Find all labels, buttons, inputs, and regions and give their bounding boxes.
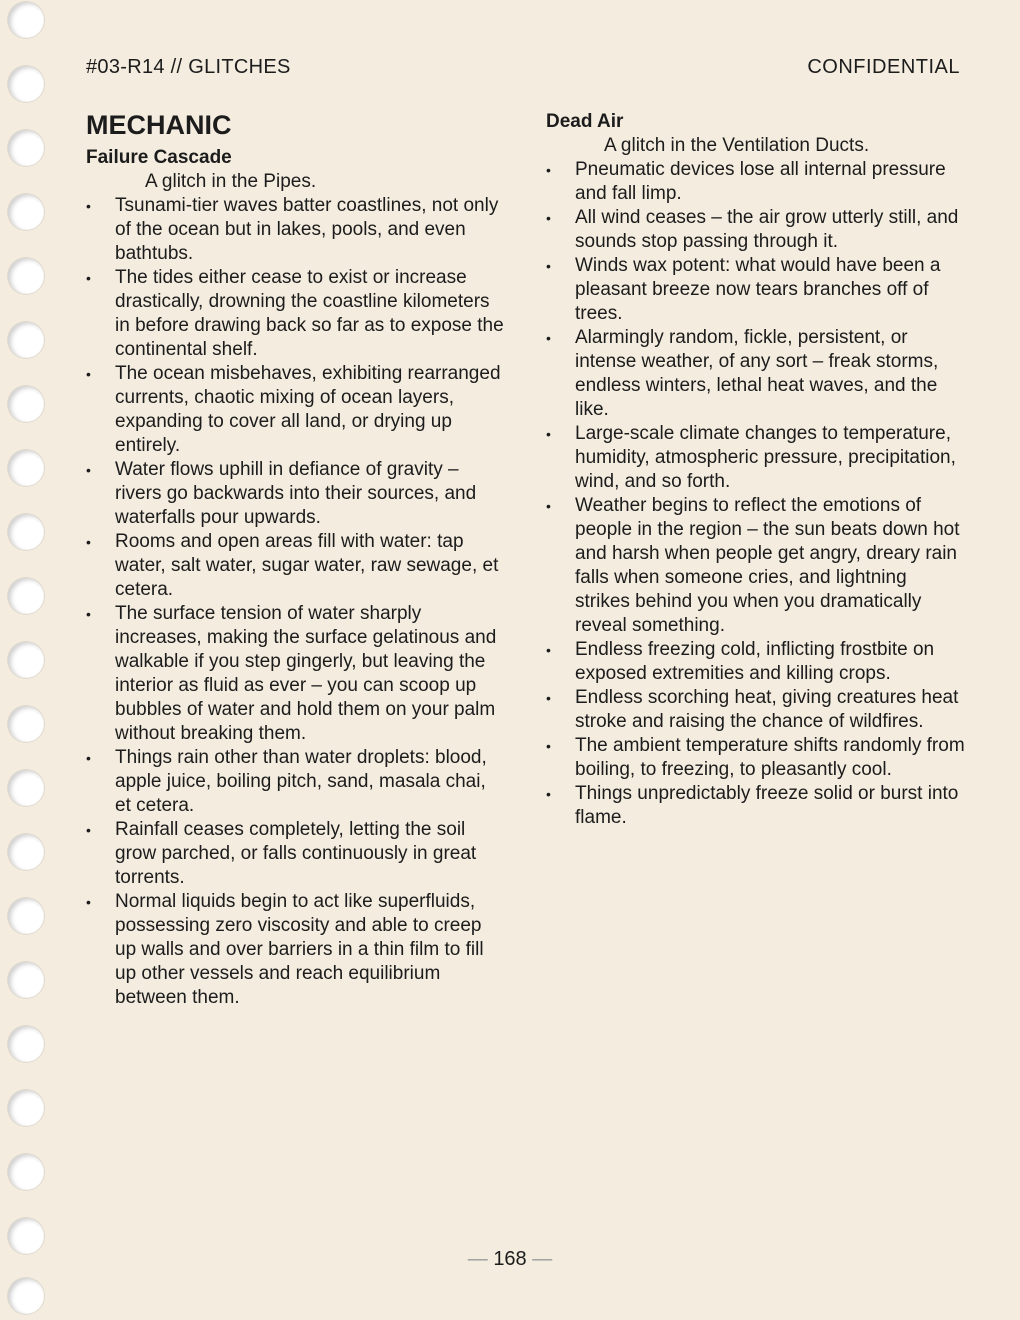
list-item: • Endless scorching heat, giving creatures heat stroke and raising the chance of wildfires. [546, 686, 966, 734]
binder-hole [8, 194, 44, 230]
binder-hole [8, 834, 44, 870]
folio-dash-right: — [532, 1248, 553, 1270]
binder-hole [8, 1278, 44, 1314]
list-item: • Things rain other than water droplets: blood, apple juice, boiling pitch, sand, masala chai, et cetera. [86, 746, 506, 818]
list-item: • Tsunami-tier waves batter coastlines, not only of the ocean but in lakes, pools, and even bathtubs. [86, 194, 506, 266]
list-item: • The ambient temperature shifts randomly from boiling, to freezing, to pleasantly cool. [546, 734, 966, 782]
list-item: • Winds wax potent: what would have been a pleasant breeze now tears branches off of trees. [546, 254, 966, 326]
binder-hole [8, 770, 44, 806]
intro-text: A glitch in the Ventilation Ducts. [604, 135, 870, 156]
bullet-list [86, 194, 506, 1010]
list-item: • Things unpredictably freeze solid or burst into flame. [546, 782, 966, 830]
intro-text: A glitch in the Pipes. [145, 171, 317, 192]
list-item: • Alarmingly random, fickle, persistent, or intense weather, of any sort – freak storms, endless winters, lethal heat waves, and the like. [546, 326, 966, 422]
binder-hole [8, 258, 44, 294]
page-folio [0, 1248, 1020, 1271]
binder-hole [8, 898, 44, 934]
binder-holes [0, 0, 60, 1320]
confidential-label: CONFIDENTIAL [807, 56, 960, 78]
list-item: • Normal liquids begin to act like superfluids, possessing zero viscosity and able to creep up walls and over barriers in a thin film to fill up other vessels and reach equilibrium between them. [86, 890, 506, 1010]
list-item: • Large-scale climate changes to temperature, humidity, atmospheric pressure, precipitation, wind, and so forth. [546, 422, 966, 494]
list-item: • Water flows uphill in defiance of gravity – rivers go backwards into their sources, and waterfalls pour upwards. [86, 458, 506, 530]
binder-hole [8, 2, 44, 38]
binder-hole [8, 386, 44, 422]
list-item: • Pneumatic devices lose all internal pressure and fall limp. [546, 158, 966, 206]
list-item: • The ocean misbehaves, exhibiting rearranged currents, chaotic mixing of ocean layers, expanding to cover all land, or drying up entirely. [86, 362, 506, 458]
binder-hole [8, 450, 44, 486]
section-title: MECHANIC [86, 110, 232, 140]
binder-hole [8, 642, 44, 678]
list-item: • Rainfall ceases completely, letting the soil grow parched, or falls continuously in great torrents. [86, 818, 506, 890]
binder-hole [8, 962, 44, 998]
list-item: • Rooms and open areas fill with water: tap water, salt water, sugar water, raw sewage, et cetera. [86, 530, 506, 602]
binder-hole [8, 514, 44, 550]
list-item: • Weather begins to reflect the emotions of people in the region – the sun beats down hot and harsh when people get angry, dreary rain falls when someone cries, and lightning strikes behind you when you dramatically reveal something. [546, 494, 966, 638]
bullet-list [546, 158, 966, 830]
list-item: • The tides either cease to exist or increase drastically, drowning the coastline kilometers in before drawing back so far as to expose the continental shelf. [86, 266, 506, 362]
running-header-title: #03-R14 // GLITCHES [86, 56, 291, 78]
binder-hole [8, 1026, 44, 1062]
binder-hole [8, 66, 44, 102]
list-item: • Endless freezing cold, inflicting frostbite on exposed extremities and killing crops. [546, 638, 966, 686]
folio-dash-left: — [467, 1248, 488, 1270]
page-number: 168 [493, 1248, 527, 1270]
binder-hole [8, 322, 44, 358]
binder-hole [8, 1090, 44, 1126]
right-column [546, 110, 966, 830]
binder-hole [8, 130, 44, 166]
subhead-failure-cascade: Failure Cascade [86, 147, 232, 168]
binder-hole [8, 1154, 44, 1190]
left-column [86, 110, 506, 1010]
list-item: • All wind ceases – the air grow utterly still, and sounds stop passing through it. [546, 206, 966, 254]
list-item: • The surface tension of water sharply increases, making the surface gelatinous and walkable if you step gingerly, but leaving the interior as fluid as ever – you can scoop up bubbles of water and hold them on your palm without breaking them. [86, 602, 506, 746]
subhead-dead-air: Dead Air [546, 111, 624, 132]
binder-hole [8, 706, 44, 742]
binder-hole [8, 578, 44, 614]
